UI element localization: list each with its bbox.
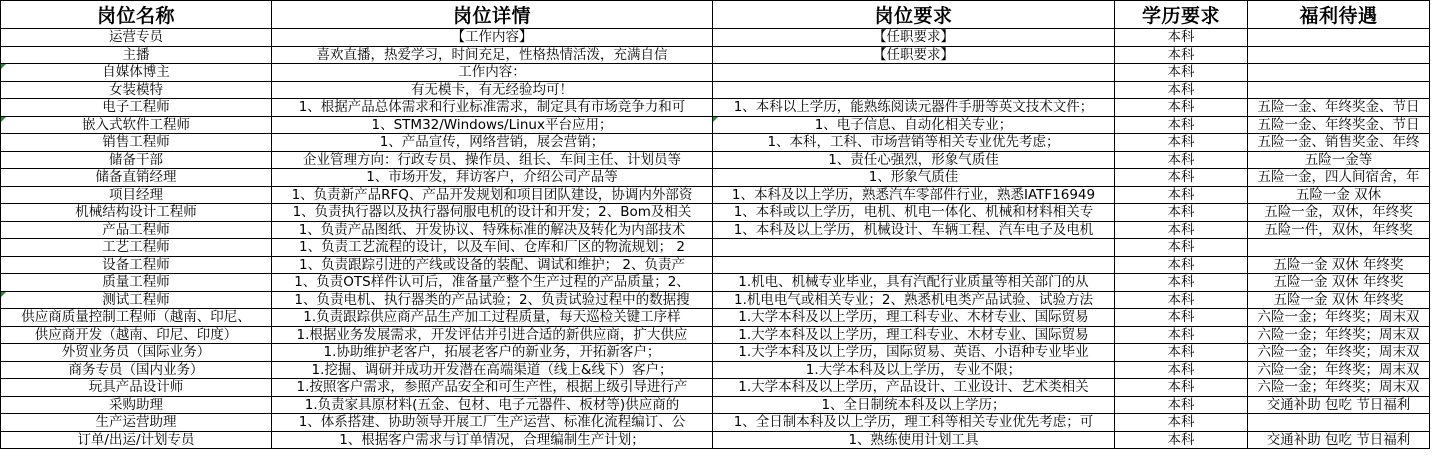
cell-position[interactable]: 供应商质量控制工程师（越南、印尼、 — [1, 309, 272, 327]
table-row — [1, 431, 1441, 449]
cell-detail[interactable]: 1、根据产品总体需求和行业标准需求，制定具有市场竞争力和可 — [272, 99, 713, 117]
cell-position[interactable]: 质量工程师 — [1, 274, 272, 292]
header-cell-detail[interactable]: 岗位详情 — [272, 1, 713, 29]
cell-welfare[interactable]: 六险一金；年终奖；周末双 — [1248, 309, 1430, 327]
cell-overflow — [1430, 64, 1441, 82]
cell-education[interactable]: 本科 — [1115, 169, 1248, 187]
cell-detail[interactable]: 1.协助维护老客户，拓展老客户的新业务，开拓新客户； — [272, 344, 713, 362]
table-row — [1, 326, 1441, 344]
table-row — [1, 116, 1441, 134]
cell-welfare[interactable]: 六险一金；年终奖；周末双 — [1248, 379, 1430, 397]
cell-welfare[interactable]: 六险一金；年终奖；周末双 — [1248, 344, 1430, 362]
cell-requirement[interactable]: 1、全日制统本科及以上学历； — [713, 396, 1115, 414]
header-row — [1, 1, 1441, 29]
cell-welfare[interactable]: 五险一金 双休 年终奖 — [1248, 256, 1430, 274]
cell-welfare[interactable]: 交通补助 包吃 节日福利 — [1248, 431, 1430, 449]
cell-education[interactable]: 本科 — [1115, 414, 1248, 432]
table-row — [1, 204, 1441, 222]
table-row — [1, 99, 1441, 117]
table-row — [1, 309, 1441, 327]
table-row — [1, 169, 1441, 187]
cell-detail[interactable]: 喜欢直播，热爱学习，时间充足，性格热情活泼，充满自信 — [272, 46, 713, 64]
cell-detail[interactable]: 1、负责跟踪引进的产线或设备的装配、调试和维护； 2、负责产 — [272, 256, 713, 274]
cell-welfare[interactable]: 五险一金，四人间宿舍，年 — [1248, 169, 1430, 187]
cell-welfare[interactable]: 六险一金；年终奖；周末双 — [1248, 361, 1430, 379]
table-row — [1, 256, 1441, 274]
cell-overflow — [1430, 379, 1441, 397]
cell-position[interactable]: 项目经理 — [1, 186, 272, 204]
cell-detail[interactable]: 1、负责产品图纸、开发协议、特殊标准的解决及转化为内部技术 — [272, 221, 713, 239]
cell-position[interactable]: 供应商开发（越南、印尼、印度） — [1, 326, 272, 344]
cell-position[interactable]: 嵌入式软件工程师 — [1, 116, 272, 134]
cell-requirement[interactable]: 1、本科，工科、市场营销等相关专业优先考虑； — [713, 134, 1115, 152]
cell-education[interactable]: 本科 — [1115, 361, 1248, 379]
cell-overflow — [1430, 116, 1441, 134]
cell-overflow — [1430, 221, 1441, 239]
cell-education[interactable]: 本科 — [1115, 274, 1248, 292]
table-row — [1, 151, 1441, 169]
cell-requirement[interactable]: 1.机电电气或相关专业；2、熟悉机电类产品试验、试验方法 — [713, 291, 1115, 309]
cell-overflow — [1430, 326, 1441, 344]
cell-position[interactable]: 生产运营助理 — [1, 414, 272, 432]
cell-welfare[interactable] — [1248, 64, 1430, 82]
cell-position[interactable]: 外贸业务员（国际业务） — [1, 344, 272, 362]
cell-welfare[interactable]: 六险一金；年终奖；周末双 — [1248, 326, 1430, 344]
cell-detail[interactable]: 有无模卡，有无经验均可！ — [272, 81, 713, 99]
table-row — [1, 379, 1441, 397]
table-row — [1, 361, 1441, 379]
cell-detail[interactable]: 1、负责新产品RFQ、产品开发规划和项目团队建设，协调内外部资 — [272, 186, 713, 204]
cell-education[interactable]: 本科 — [1115, 99, 1248, 117]
cell-overflow — [1430, 239, 1441, 257]
cell-education[interactable]: 本科 — [1115, 309, 1248, 327]
cell-requirement[interactable]: 1、形象气质佳 — [713, 169, 1115, 187]
cell-position[interactable]: 玩具产品设计师 — [1, 379, 272, 397]
cell-education[interactable]: 本科 — [1115, 134, 1248, 152]
cell-position[interactable]: 销售工程师 — [1, 134, 272, 152]
cell-education[interactable]: 本科 — [1115, 379, 1248, 397]
cell-overflow — [1430, 291, 1441, 309]
cell-requirement[interactable]: 1.大学本科及以上学历，理工科专业、木材专业、国际贸易 — [713, 309, 1115, 327]
cell-detail[interactable]: 1、产品宣传，网络营销，展会营销； — [272, 134, 713, 152]
cell-requirement[interactable] — [713, 256, 1115, 274]
cell-education[interactable]: 本科 — [1115, 116, 1248, 134]
cell-overflow — [1430, 274, 1441, 292]
cell-welfare[interactable]: 五险一金，双休，年终奖 — [1248, 204, 1430, 222]
cell-welfare[interactable]: 五险一金 双休 年终奖 — [1248, 274, 1430, 292]
cell-requirement[interactable]: 1、责任心强烈，形象气质佳 — [713, 151, 1115, 169]
cell-requirement[interactable]: 1、电子信息、自动化相关专业； — [713, 116, 1115, 134]
header-cell-education[interactable]: 学历要求 — [1115, 1, 1248, 29]
cell-requirement[interactable]: 1、全日制本科及以上学历，理工科等相关专业优先考虑；可 — [713, 414, 1115, 432]
cell-requirement[interactable] — [713, 81, 1115, 99]
cell-overflow — [1430, 361, 1441, 379]
cell-detail[interactable]: 1、市场开发，拜访客户，介绍公司产品等 — [272, 169, 713, 187]
cell-education[interactable]: 本科 — [1115, 81, 1248, 99]
cell-detail[interactable]: 1、根据客户需求与订单情况，合理编制生产计划； — [272, 431, 713, 449]
cell-overflow — [1430, 169, 1441, 187]
cell-position[interactable]: 工艺工程师 — [1, 239, 272, 257]
cell-welfare[interactable]: 五险一金 双休 — [1248, 186, 1430, 204]
cell-overflow — [1430, 134, 1441, 152]
table-row — [1, 186, 1441, 204]
cell-overflow — [1430, 204, 1441, 222]
cell-education[interactable]: 本科 — [1115, 326, 1248, 344]
cell-welfare[interactable] — [1248, 46, 1430, 64]
cell-requirement[interactable]: 【任职要求】 — [713, 29, 1115, 47]
cell-education[interactable]: 本科 — [1115, 291, 1248, 309]
cell-welfare[interactable] — [1248, 414, 1430, 432]
cell-welfare[interactable] — [1248, 81, 1430, 99]
cell-overflow — [1430, 344, 1441, 362]
header-cell-welfare[interactable]: 福利待遇 — [1248, 1, 1430, 29]
cell-position[interactable]: 电子工程师 — [1, 99, 272, 117]
cell-position[interactable]: 女装模特 — [1, 81, 272, 99]
cell-position[interactable]: 采购助理 — [1, 396, 272, 414]
cell-overflow — [1430, 29, 1441, 47]
table-row — [1, 134, 1441, 152]
cell-position[interactable]: 自媒体博主 — [1, 64, 272, 82]
table-row — [1, 396, 1441, 414]
table-row — [1, 221, 1441, 239]
cell-welfare[interactable]: 五险一件，双休，年终奖 — [1248, 221, 1430, 239]
cell-position[interactable]: 储备干部 — [1, 151, 272, 169]
cell-education[interactable]: 本科 — [1115, 64, 1248, 82]
cell-detail[interactable]: 【工作内容】 — [272, 29, 713, 47]
cell-welfare[interactable]: 五险一金、年终奖金、节日 — [1248, 99, 1430, 117]
cell-detail[interactable]: 1、负责电机、执行器类的产品试验；2、负责试验过程中的数据搜 — [272, 291, 713, 309]
table-row — [1, 291, 1441, 309]
cell-requirement[interactable]: 1.大学本科及以上学历，国际贸易、英语、小语种专业毕业 — [713, 344, 1115, 362]
table-row — [1, 414, 1441, 432]
cell-overflow — [1430, 414, 1441, 432]
cell-welfare[interactable]: 五险一金 双休 年终奖 — [1248, 291, 1430, 309]
cell-overflow — [1430, 396, 1441, 414]
cell-welfare[interactable] — [1248, 29, 1430, 47]
cell-overflow — [1430, 309, 1441, 327]
table-row — [1, 29, 1441, 47]
header-cell-requirement[interactable]: 岗位要求 — [713, 1, 1115, 29]
cell-requirement[interactable]: 1.机电、机械专业毕业，具有汽配行业质量等相关部门的从 — [713, 274, 1115, 292]
cell-requirement[interactable] — [713, 239, 1115, 257]
cell-detail[interactable]: 1、STM32/Windows/Linux平台应用； — [272, 116, 713, 134]
cell-education[interactable]: 本科 — [1115, 204, 1248, 222]
cell-welfare[interactable]: 五险一金、销售奖金、年终 — [1248, 134, 1430, 152]
cell-overflow — [1430, 256, 1441, 274]
cell-requirement[interactable]: 1、本科及以上学历，机械设计、车辆工程、汽车电子及电机 — [713, 221, 1115, 239]
table-row — [1, 344, 1441, 362]
header-cell-overflow — [1430, 1, 1441, 29]
table-row — [1, 64, 1441, 82]
cell-detail[interactable]: 1、体系搭建、协助领导开展工厂生产运营、标准化流程编订、公 — [272, 414, 713, 432]
cell-requirement[interactable]: 1.大学本科及以上学历，理工科专业、木材专业、国际贸易 — [713, 326, 1115, 344]
cell-requirement[interactable]: 1、熟练使用计划工具 — [713, 431, 1115, 449]
cell-detail[interactable]: 1.根据业务发展需求，开发评估并引进合适的新供应商，扩大供应 — [272, 326, 713, 344]
cell-welfare[interactable]: 五险一金、年终奖金、节日 — [1248, 116, 1430, 134]
cell-education[interactable]: 本科 — [1115, 396, 1248, 414]
cell-position[interactable]: 商务专员（国内业务） — [1, 361, 272, 379]
cell-detail[interactable]: 1.按照客户需求，参照产品安全和可生产性，根据上级引导进行产 — [272, 379, 713, 397]
cell-overflow — [1430, 186, 1441, 204]
cell-detail[interactable]: 1、负责执行器以及执行器伺服电机的设计和开发；2、Bom及相关 — [272, 204, 713, 222]
cell-education[interactable]: 本科 — [1115, 151, 1248, 169]
cell-requirement[interactable] — [713, 64, 1115, 82]
cell-welfare[interactable]: 交通补助 包吃 节日福利 — [1248, 396, 1430, 414]
cell-detail[interactable]: 1.负责跟踪供应商产品生产加工过程质量，每天巡检关键工序样 — [272, 309, 713, 327]
table-body — [1, 29, 1441, 449]
cell-detail[interactable]: 1、负责OTS样件认可后，准备量产整个生产过程的产品质量；2、 — [272, 274, 713, 292]
cell-welfare[interactable] — [1248, 239, 1430, 257]
cell-education[interactable]: 本科 — [1115, 221, 1248, 239]
cell-overflow — [1430, 99, 1441, 117]
cell-education[interactable]: 本科 — [1115, 344, 1248, 362]
cell-education[interactable]: 本科 — [1115, 29, 1248, 47]
cell-welfare[interactable]: 五险一金等 — [1248, 151, 1430, 169]
cell-detail[interactable]: 1.负责家具原材料(五金、包材、电子元器件、板材等)供应商的 — [272, 396, 713, 414]
cell-requirement[interactable]: 1.大学本科及以上学历，产品设计、工业设计、艺术类相关 — [713, 379, 1115, 397]
cell-position[interactable]: 产品工程师 — [1, 221, 272, 239]
cell-education[interactable]: 本科 — [1115, 186, 1248, 204]
cell-overflow — [1430, 151, 1441, 169]
cell-position[interactable]: 主播 — [1, 46, 272, 64]
cell-detail[interactable]: 1.挖掘、调研并成功开发潜在高端渠道（线上&线下）客户； — [272, 361, 713, 379]
cell-position[interactable]: 机械结构设计工程师 — [1, 204, 272, 222]
cell-detail[interactable]: 工作内容： — [272, 64, 713, 82]
cell-overflow — [1430, 431, 1441, 449]
cell-requirement[interactable]: 1.大学本科及以上学历，专业不限； — [713, 361, 1115, 379]
cell-education[interactable]: 本科 — [1115, 431, 1248, 449]
table-row — [1, 274, 1441, 292]
cell-position[interactable]: 订单/出运/计划专员 — [1, 431, 272, 449]
table-row — [1, 239, 1441, 257]
cell-position[interactable]: 测试工程师 — [1, 291, 272, 309]
header-cell-position[interactable]: 岗位名称 — [1, 1, 272, 29]
cell-position[interactable]: 储备直销经理 — [1, 169, 272, 187]
cell-overflow — [1430, 81, 1441, 99]
cell-requirement[interactable]: 1、本科或以上学历，电机、机电一体化、机械和材料相关专 — [713, 204, 1115, 222]
cell-position[interactable]: 设备工程师 — [1, 256, 272, 274]
table-row — [1, 46, 1441, 64]
cell-requirement[interactable]: 1、本科以上学历，能熟练阅读元器件手册等英文技术文件； — [713, 99, 1115, 117]
table-row — [1, 81, 1441, 99]
cell-education[interactable]: 本科 — [1115, 239, 1248, 257]
cell-detail[interactable]: 企业管理方向：行政专员、操作员、组长、车间主任、计划员等 — [272, 151, 713, 169]
cell-overflow — [1430, 46, 1441, 64]
cell-requirement[interactable]: 【任职要求】 — [713, 46, 1115, 64]
cell-requirement[interactable]: 1、本科及以上学历，熟悉汽车零部件行业，熟悉IATF16949 — [713, 186, 1115, 204]
cell-detail[interactable]: 1、负责工艺流程的设计，以及车间、仓库和厂区的物流规划； 2 — [272, 239, 713, 257]
cell-education[interactable]: 本科 — [1115, 46, 1248, 64]
cell-education[interactable]: 本科 — [1115, 256, 1248, 274]
cell-position[interactable]: 运营专员 — [1, 29, 272, 47]
